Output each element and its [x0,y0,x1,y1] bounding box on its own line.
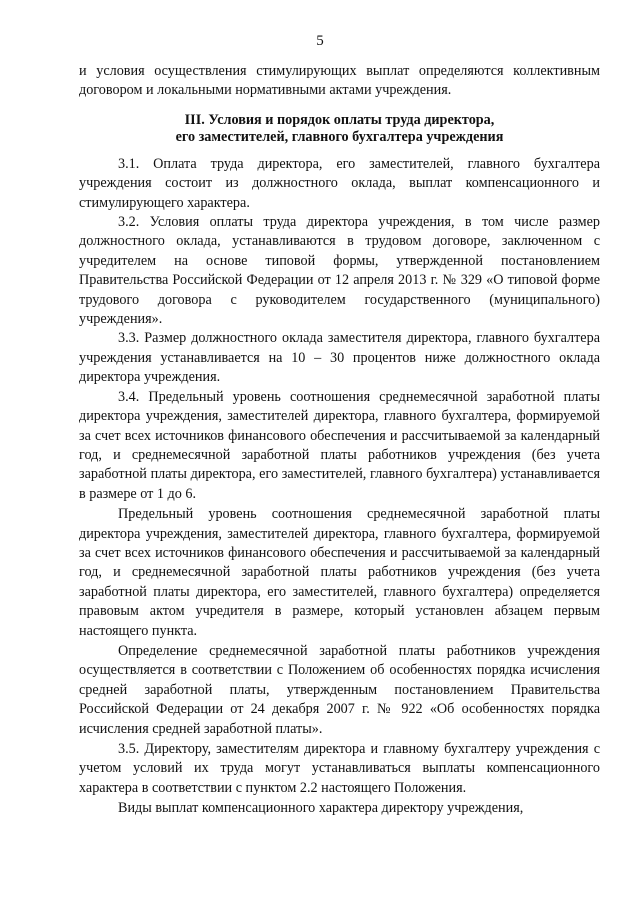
intro-paragraph: и условия осуществления стимулирующих выплат определяются коллективным договором и локальными нормативными актами учреждения. [79,63,600,99]
section-heading-line: III. Условия и порядок оплаты труда директора, [184,111,495,128]
paragraph-3-3: 3.3. Размер должностного оклада заместителя директора, главного бухгалтера учреждения устанавливается на 10 – 30 процентов ниже должностного оклада директора учреждения. [79,330,600,386]
paragraph-3-4: 3.4. Предельный уровень соотношения среднемесячной заработной платы директора учреждения, заместителей директора, главного бухгалтера, формируемой за счет всех источников финансового обеспечения и рассчитываемой за календарный год, и среднемесячной заработной платы работников учреждения (без учета заработной платы директора, его заместителей, главного бухгалтера) устанавливается в размере от 1 до 6. [79,388,600,502]
paragraph-3-1: 3.1. Оплата труда директора, его заместителей, главного бухгалтера учреждения состоит из должностного оклада, выплат компенсационного и стимулирующего характера. [79,155,600,211]
page-number: 5 [316,33,324,49]
document-body [79,62,600,819]
paragraph-3-4-calculation: Определение среднемесячной заработной платы работников учреждения осуществляется в соответствии с Положением об особенностях порядка исчисления средней заработной платы, утвержденным постановлением Правительства Российской Федерации от 24 декабря 2007 г. № 922 «Об особенностях порядка исчисления средней заработной платы». [79,642,600,737]
section-heading [79,112,600,146]
paragraph-3-2: 3.2. Условия оплаты труда директора учреждения, в том числе размер должностного оклада, устанавливаются в трудовом договоре, заключенном с учредителем на основе типовой формы, утвержденной постановлением Правительства Российской Федерации от 12 апреля 2013 г. № 329 «О типовой форме трудового договора с руководителем государственного (муниципального) учреждения». [79,214,600,328]
paragraph-3-4-limit: Предельный уровень соотношения среднемесячной заработной платы директора учреждения, заместителей директора, главного бухгалтера, формируемой за счет всех источников финансового обеспечения и рассчитываемой за календарный год, и среднемесячной заработной платы работников учреждения (без учета заработной платы директора, его заместителей, главного бухгалтера) определяется правовым актом учредителя в размере, который установлен абзацем первым настоящего пункта. [79,506,600,639]
paragraph-3-5: 3.5. Директору, заместителям директора и главному бухгалтеру учреждения с учетом условий их труда могут устанавливаться выплаты компенсационного характера в соответствии с пунктом 2.2 настоящего Положения. [79,741,600,796]
section-heading-line: его заместителей, главного бухгалтера учреждения [175,128,504,145]
paragraph-compensation-types: Виды выплат компенсационного характера директору учреждения, [118,800,524,817]
